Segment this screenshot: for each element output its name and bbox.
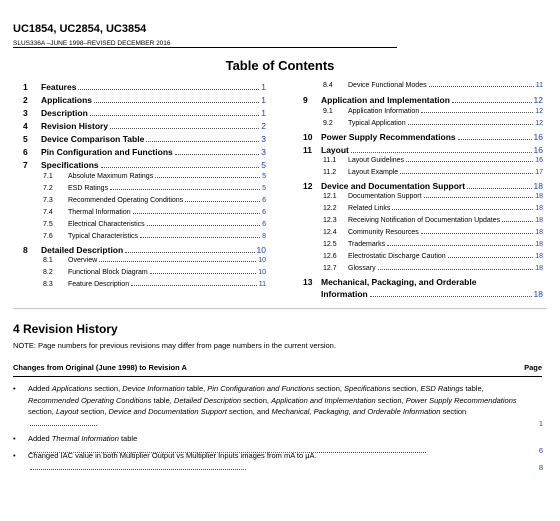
toc-entry-number: 6 xyxy=(23,147,28,157)
toc-entry[interactable] xyxy=(303,95,543,105)
toc-entry[interactable] xyxy=(23,245,266,255)
change-item xyxy=(13,383,543,429)
toc-entry-number: 8 xyxy=(23,245,28,255)
change-segment: section, xyxy=(92,384,123,393)
toc-entry[interactable] xyxy=(43,269,266,276)
toc-page-link[interactable]: 18 xyxy=(535,265,543,272)
toc-leader-dots xyxy=(392,209,533,210)
toc-entry-number: 12.3 xyxy=(323,217,337,224)
toc-entry-label: Absolute Maximum Ratings xyxy=(68,173,154,180)
toc-entry-label: Receiving Notification of Documentation Updates xyxy=(348,217,501,224)
toc-entry-number: 7.4 xyxy=(43,209,53,216)
toc-leader-dots xyxy=(351,152,532,153)
toc-leader-dots xyxy=(421,112,533,113)
change-emphasis: Device Information xyxy=(122,384,185,393)
change-text xyxy=(28,383,533,429)
toc-entry-label: Trademarks xyxy=(348,241,386,248)
change-segment: table, xyxy=(184,384,208,393)
toc-page-link[interactable]: 18 xyxy=(535,217,543,224)
toc-page-link[interactable]: 3 xyxy=(261,147,266,157)
change-leader-dots xyxy=(30,469,246,470)
change-emphasis: Applications xyxy=(51,384,93,393)
change-segment: section, xyxy=(78,407,109,416)
toc-entry-number: 10 xyxy=(303,132,313,142)
change-emphasis: Mechanical, Packaging, and Orderable Information xyxy=(271,407,441,416)
toc-page-link[interactable]: 1 xyxy=(261,108,266,118)
toc-leader-dots xyxy=(448,257,534,258)
toc-entry-label: Recommended Operating Conditions xyxy=(68,197,184,204)
change-emphasis: Application and Implementation xyxy=(271,395,376,405)
toc-entry[interactable] xyxy=(23,121,266,131)
toc-entry-label: Application and Implementation xyxy=(321,95,450,105)
toc-entry-number: 7.6 xyxy=(43,233,53,240)
toc-title: Table of Contents xyxy=(225,58,335,73)
toc-entry-label: Device Functional Modes xyxy=(348,82,427,89)
change-page-link[interactable]: 1 xyxy=(538,418,543,428)
toc-leader-dots xyxy=(429,86,534,87)
bullet-icon: • xyxy=(13,434,16,443)
toc-entry-label: Typical Application xyxy=(348,120,406,127)
toc-page-link[interactable]: 18 xyxy=(535,229,543,236)
toc-entry-number: 11 xyxy=(303,145,312,155)
change-emphasis: Device and Documentation Support xyxy=(108,407,227,416)
toc-entry[interactable] xyxy=(43,173,266,180)
revision-note: NOTE: Page numbers for previous revisions may differ from page numbers in the current version. xyxy=(13,341,336,350)
toc-page-link[interactable]: 18 xyxy=(535,253,543,260)
toc-page-link[interactable]: 16 xyxy=(533,132,543,142)
toc-leader-dots xyxy=(150,273,256,274)
change-emphasis: Specifications xyxy=(344,384,391,393)
section-divider xyxy=(13,308,547,309)
toc-leader-dots xyxy=(458,139,532,140)
toc-entry-label: Layout Guidelines xyxy=(348,157,405,164)
toc-entry[interactable] xyxy=(303,132,543,142)
bullet-icon: • xyxy=(13,384,16,393)
toc-entry-number: 1 xyxy=(23,82,28,92)
changes-header-label: Changes from Original (June 1998) to Revision A xyxy=(13,363,187,372)
toc-leader-dots xyxy=(131,285,257,286)
toc-entry-number: 4 xyxy=(23,121,28,131)
toc-leader-dots xyxy=(155,177,260,178)
toc-entry-number: 12 xyxy=(303,181,313,191)
toc-leader-dots xyxy=(185,201,260,202)
toc-page-link[interactable]: 18 xyxy=(533,289,543,299)
toc-entry-number: 8.4 xyxy=(323,82,333,89)
toc-entry-label: Overview xyxy=(68,257,98,264)
toc-entry-label: Functional Block Diagram xyxy=(68,269,148,276)
change-emphasis: Thermal Information xyxy=(51,434,119,443)
toc-entry[interactable] xyxy=(23,147,266,157)
toc-page-link[interactable]: 5 xyxy=(261,160,266,170)
toc-page-link[interactable]: 1 xyxy=(261,82,266,92)
toc-entry-number: 9.2 xyxy=(323,120,333,127)
toc-entry-label: Electrostatic Discharge Caution xyxy=(348,253,446,260)
toc-entry[interactable] xyxy=(323,82,543,89)
toc-page-link[interactable]: 8 xyxy=(262,233,266,240)
change-description xyxy=(28,384,517,428)
change-page-link[interactable]: 6 xyxy=(538,445,543,455)
change-segment: section xyxy=(440,407,467,416)
toc-leader-dots xyxy=(146,141,259,142)
toc-entry-number: 9 xyxy=(303,95,308,105)
toc-entry[interactable] xyxy=(43,221,266,228)
toc-entry-label: Layout xyxy=(321,145,349,155)
toc-page-link[interactable]: 16 xyxy=(533,145,543,155)
toc-entry[interactable] xyxy=(23,82,266,92)
changes-page-header: Page xyxy=(524,363,542,372)
toc-entry-label: Feature Description xyxy=(68,281,130,288)
toc-entry-number: 12.6 xyxy=(323,253,337,260)
toc-page-link[interactable]: 17 xyxy=(535,169,543,176)
change-segment: section, xyxy=(241,395,272,405)
toc-leader-dots xyxy=(78,89,259,90)
toc-entry-number: 12.4 xyxy=(323,229,337,236)
revision-history-heading: 4 Revision History xyxy=(13,322,118,336)
changes-header xyxy=(13,363,542,372)
change-emphasis: Recommended Operating Conditions xyxy=(28,395,152,405)
change-segment: Added xyxy=(28,384,52,393)
toc-leader-dots xyxy=(378,269,534,270)
toc-entry-number: 9.1 xyxy=(323,108,333,115)
toc-entry-label: Application Information xyxy=(348,108,420,115)
change-segment: section, xyxy=(28,407,56,416)
toc-entry[interactable] xyxy=(23,95,266,105)
toc-entry-number: 12.7 xyxy=(323,265,337,272)
toc-entry-second-line xyxy=(321,289,543,299)
change-emphasis: ESD Ratings xyxy=(420,384,464,393)
toc-page-link[interactable]: 10 xyxy=(256,245,266,255)
toc-entry[interactable] xyxy=(323,193,543,200)
toc-entry-number: 11.1 xyxy=(323,157,337,164)
change-segment: Changed IAC value in both Multiplier Output vs Multiplier Inputs images from mA to μA. xyxy=(28,451,317,460)
toc-entry[interactable] xyxy=(43,281,266,288)
toc-leader-dots xyxy=(400,173,533,174)
change-page-link[interactable]: 8 xyxy=(538,462,543,472)
toc-entry-label: Description xyxy=(41,108,88,118)
toc-page-link[interactable]: 11 xyxy=(258,281,266,288)
toc-page-link[interactable]: 12 xyxy=(533,95,543,105)
change-description xyxy=(28,451,317,472)
toc-leader-dots xyxy=(101,167,260,168)
toc-page-link[interactable]: 12 xyxy=(535,108,543,115)
toc-entry[interactable] xyxy=(323,217,543,224)
toc-entry[interactable] xyxy=(23,160,266,170)
change-segment: section, xyxy=(375,395,406,405)
toc-entry-label: Community Resources xyxy=(348,229,419,236)
toc-leader-dots xyxy=(467,188,531,189)
toc-leader-dots xyxy=(387,245,533,246)
toc-page-link[interactable]: 6 xyxy=(262,209,266,216)
change-item xyxy=(13,450,543,473)
toc-entry[interactable] xyxy=(303,277,543,299)
change-text xyxy=(28,450,533,473)
toc-leader-dots xyxy=(140,237,260,238)
change-emphasis: Detailed Description xyxy=(173,395,242,405)
toc-entry-number: 7.1 xyxy=(43,173,53,180)
toc-entry-number: 12.1 xyxy=(323,193,337,200)
toc-leader-dots xyxy=(370,296,532,297)
bullet-icon: • xyxy=(13,451,16,460)
header-rule xyxy=(13,47,397,48)
toc-leader-dots xyxy=(424,197,534,198)
toc-page-link[interactable]: 5 xyxy=(262,185,266,192)
toc-entry[interactable] xyxy=(23,134,266,144)
toc-entry-label: Mechanical, Packaging, and Orderable xyxy=(321,277,477,287)
toc-entry-number: 8.2 xyxy=(43,269,53,276)
toc-entry-number: 12.5 xyxy=(323,241,337,248)
toc-entry[interactable] xyxy=(43,197,266,204)
toc-entry-label: Glossary xyxy=(348,265,376,272)
toc-entry-number: 12.2 xyxy=(323,205,337,212)
change-segment: Added xyxy=(28,434,52,443)
toc-entry[interactable] xyxy=(323,205,543,212)
toc-leader-dots xyxy=(406,161,533,162)
toc-leader-dots xyxy=(408,124,534,125)
toc-entry-label: Applications xyxy=(41,95,93,105)
toc-entry[interactable] xyxy=(43,209,266,216)
toc-entry-label-continued: Information xyxy=(321,289,368,299)
toc-entry-number: 13 xyxy=(303,277,313,287)
toc-entry-label: Specifications xyxy=(41,160,99,170)
toc-entry-number: 11.2 xyxy=(323,169,337,176)
toc-entry-label: Typical Characteristics xyxy=(68,233,139,240)
toc-entry-label: Power Supply Recommendations xyxy=(321,132,456,142)
toc-leader-dots xyxy=(421,233,533,234)
toc-entry[interactable] xyxy=(43,233,266,240)
change-segment: table xyxy=(118,434,138,443)
change-segment: section, xyxy=(390,384,421,393)
toc-entry-label: Electrical Characteristics xyxy=(68,221,145,228)
change-emphasis: Pin Configuration and Functions xyxy=(207,384,315,393)
toc-entry-label: Revision History xyxy=(41,121,109,131)
change-segment: section, and xyxy=(226,407,272,416)
toc-entry-number: 8.1 xyxy=(43,257,53,264)
toc-page-link[interactable]: 10 xyxy=(258,257,266,264)
toc-entry[interactable] xyxy=(323,265,543,272)
toc-entry-multiline xyxy=(321,277,543,299)
toc-entry-label: Thermal Information xyxy=(68,209,131,216)
toc-page-link[interactable]: 18 xyxy=(533,181,543,191)
change-emphasis: Power Supply Recommendations xyxy=(405,395,517,405)
toc-entry[interactable] xyxy=(23,108,266,118)
toc-page-link[interactable]: 18 xyxy=(535,193,543,200)
change-leader-dots xyxy=(30,425,97,426)
toc-leader-dots xyxy=(147,225,260,226)
toc-entry[interactable] xyxy=(303,145,543,155)
toc-page-link[interactable]: 6 xyxy=(262,221,266,228)
toc-page-link[interactable]: 2 xyxy=(261,121,266,131)
toc-page-link[interactable]: 6 xyxy=(262,197,266,204)
toc-page-link[interactable]: 10 xyxy=(258,269,266,276)
toc-entry[interactable] xyxy=(43,257,266,264)
toc-entry[interactable] xyxy=(323,229,543,236)
toc-entry[interactable] xyxy=(323,253,543,260)
toc-leader-dots xyxy=(502,221,533,222)
toc-leader-dots xyxy=(99,261,256,262)
changes-rule xyxy=(13,376,542,377)
change-segment: table, xyxy=(151,395,174,405)
toc-entry-label: Features xyxy=(41,82,77,92)
toc-entry-label: Device Comparison Table xyxy=(41,134,145,144)
toc-page-link[interactable]: 1 xyxy=(261,95,266,105)
toc-entry-number: 8.3 xyxy=(43,281,53,288)
toc-entry[interactable] xyxy=(323,169,543,176)
toc-leader-dots xyxy=(175,154,260,155)
change-segment: section, xyxy=(314,384,345,393)
toc-page-link[interactable]: 11 xyxy=(535,82,543,89)
toc-page-link[interactable]: 12 xyxy=(535,120,543,127)
toc-entry-number: 5 xyxy=(23,134,28,144)
toc-page-link[interactable]: 5 xyxy=(262,173,266,180)
toc-entry-label: Pin Configuration and Functions xyxy=(41,147,173,157)
toc-entry[interactable] xyxy=(323,120,543,127)
toc-leader-dots xyxy=(110,128,259,129)
toc-page-link[interactable]: 16 xyxy=(535,157,543,164)
toc-entry-number: 7 xyxy=(23,160,28,170)
document-title: UC1854, UC2854, UC3854 xyxy=(13,23,147,35)
toc-leader-dots xyxy=(90,115,260,116)
toc-entry-number: 7.2 xyxy=(43,185,53,192)
toc-entry-label: Layout Example xyxy=(348,169,399,176)
toc-entry-label: Device and Documentation Support xyxy=(321,181,466,191)
toc-entry[interactable] xyxy=(303,181,543,191)
toc-page-link[interactable]: 18 xyxy=(535,205,543,212)
toc-entry[interactable] xyxy=(323,108,543,115)
toc-entry-number: 3 xyxy=(23,108,28,118)
toc-entry[interactable] xyxy=(323,241,543,248)
toc-entry-label: Documentation Support xyxy=(348,193,422,200)
toc-entry-label: Related Links xyxy=(348,205,391,212)
toc-entry-label: ESD Ratings xyxy=(68,185,109,192)
change-emphasis: Layout xyxy=(55,407,79,416)
change-segment: table, xyxy=(463,384,484,393)
toc-page-link[interactable]: 3 xyxy=(261,134,266,144)
toc-entry-number: 2 xyxy=(23,95,28,105)
toc-entry[interactable] xyxy=(43,185,266,192)
toc-leader-dots xyxy=(94,102,259,103)
document-revision-line: SLUS336A –JUNE 1998–REVISED DECEMBER 2016 xyxy=(13,40,171,47)
toc-page-link[interactable]: 18 xyxy=(535,241,543,248)
toc-leader-dots xyxy=(133,213,260,214)
toc-leader-dots xyxy=(125,252,254,253)
toc-entry-label: Detailed Description xyxy=(41,245,124,255)
toc-entry-number: 7.5 xyxy=(43,221,53,228)
toc-entry-number: 7.3 xyxy=(43,197,53,204)
toc-entry[interactable] xyxy=(323,157,543,164)
toc-leader-dots xyxy=(110,189,260,190)
toc-leader-dots xyxy=(452,102,532,103)
